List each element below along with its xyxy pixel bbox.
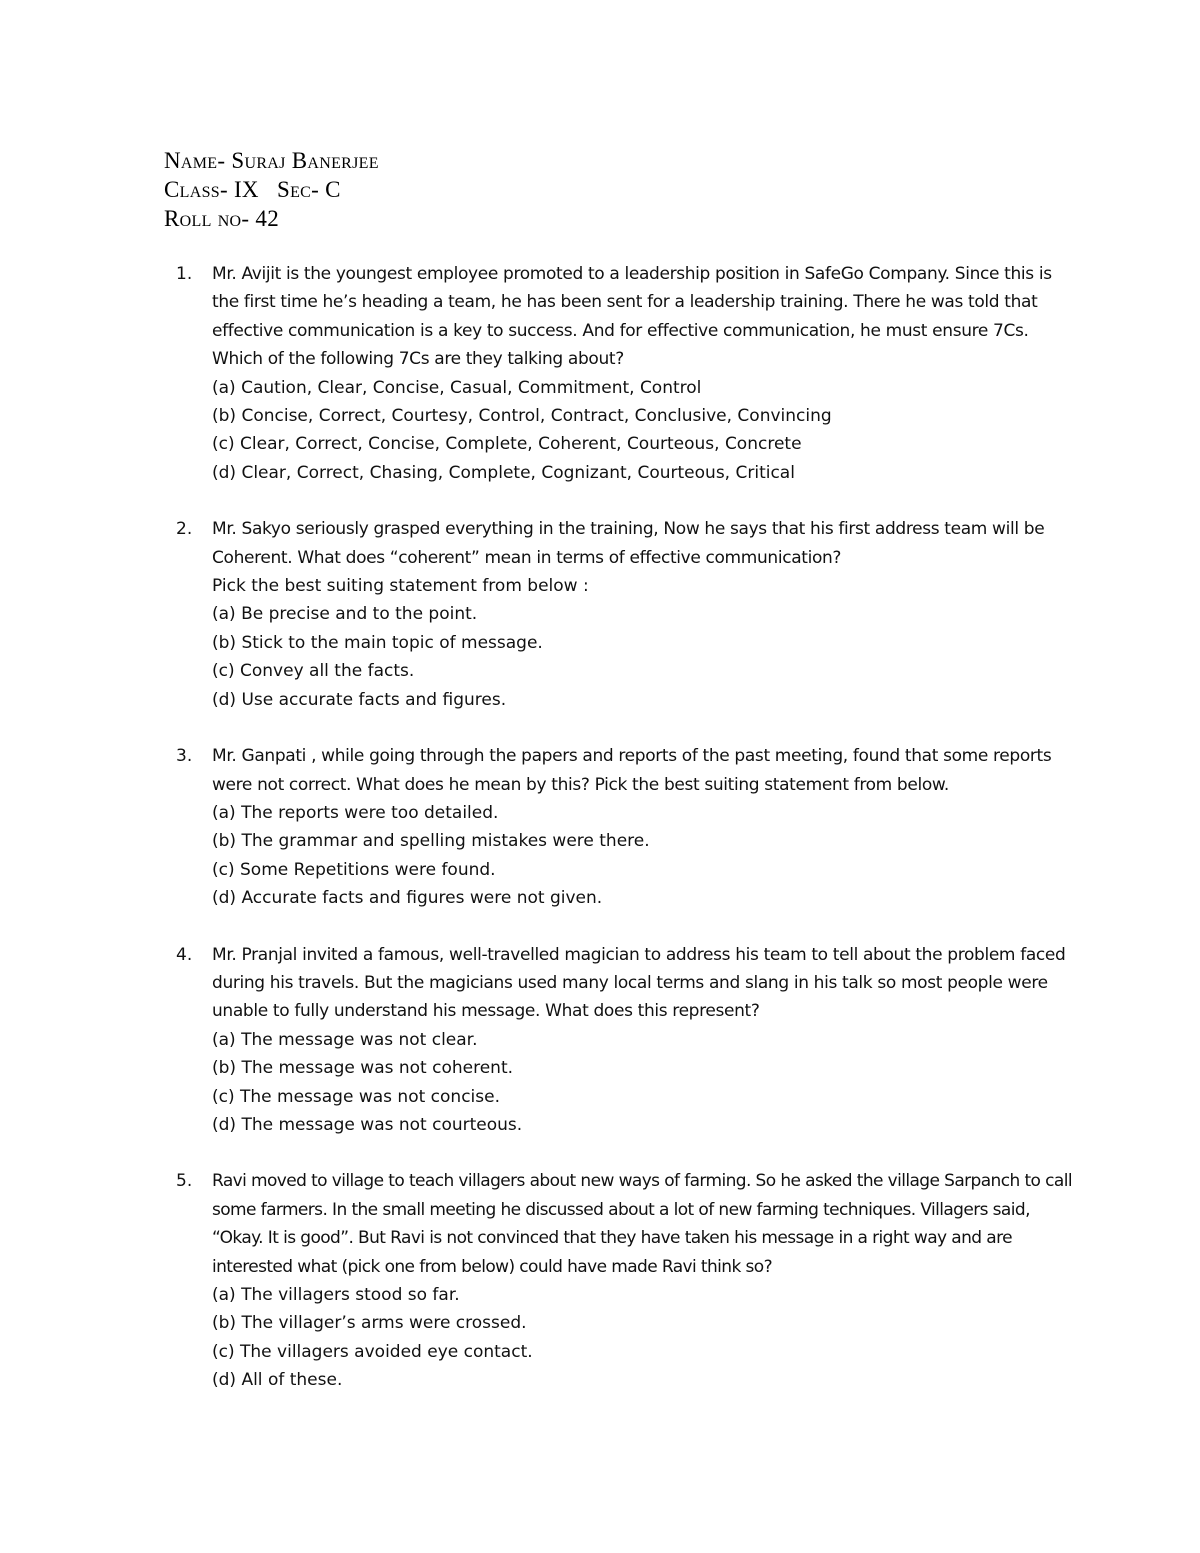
question-body (212, 941, 1077, 1140)
option-b: (b) The message was not coherent. (212, 1058, 514, 1079)
option-c: (c) The villagers avoided eye contact. (212, 1341, 533, 1362)
option-c: (c) Some Repetitions were found. (212, 859, 496, 880)
question-1 (0, 260, 1200, 487)
question-number: 4. (176, 944, 193, 965)
option-c: (c) Clear, Correct, Concise, Complete, Coherent, Courteous, Concrete (212, 434, 802, 455)
question-text: Mr. Avijit is the youngest employee promoted to a leadership position in SafeGo Company. Since this is the first time he’s heading a team, he has been sent for a leadership training. There he was told that effective communication is a key to success. And for effective communication, he must ensure 7Cs. Which of the following 7Cs are they talking about? (212, 264, 1052, 370)
option-d: (d) All of these. (212, 1370, 343, 1391)
option-d: (d) Accurate facts and figures were not given. (212, 888, 603, 909)
question-instruction: Pick the best suiting statement from below : (212, 576, 589, 597)
question-text: Mr. Pranjal invited a famous, well-travelled magician to address his team to tell about the problem faced during his travels. But the magicians used many local terms and slang in his talk so most people were unable to fully understand his message. What does this represent? (212, 944, 1066, 1022)
option-d: (d) The message was not courteous. (212, 1114, 523, 1135)
option-b: (b) The grammar and spelling mistakes were there. (212, 831, 650, 852)
question-number: 2. (176, 519, 193, 540)
question-number: 5. (176, 1171, 193, 1192)
student-name: Name- Suraj Banerjee (164, 148, 379, 173)
question-number: 3. (176, 746, 193, 767)
question-body (212, 515, 1077, 714)
option-a: (a) The message was not clear. (212, 1029, 478, 1050)
question-text: Mr. Sakyo seriously grasped everything in the training, Now he says that his first address team will be Coherent. What does “coherent” mean in terms of effective communication? (212, 519, 1045, 568)
option-b: (b) The villager’s arms were crossed. (212, 1313, 527, 1334)
question-text: Mr. Ganpati , while going through the papers and reports of the past meeting, found that some reports were not correct. What does he mean by this? Pick the best suiting statement from below. (212, 746, 1052, 795)
option-b: (b) Concise, Correct, Courtesy, Control, Contract, Conclusive, Convincing (212, 406, 832, 427)
option-b: (b) Stick to the main topic of message. (212, 632, 543, 653)
option-a: (a) The reports were too detailed. (212, 802, 499, 823)
question-5 (0, 1167, 1200, 1394)
question-4 (0, 941, 1200, 1140)
question-body (212, 260, 1077, 487)
question-list (0, 260, 1200, 1423)
question-3 (0, 742, 1200, 912)
question-2 (0, 515, 1200, 714)
question-text: Ravi moved to village to teach villagers about new ways of farming. So he asked the village Sarpanch to call some farmers. In the small meeting he discussed about a lot of new farming techniques. Villagers said, “Okay. It is good”. But Ravi is not convinced that they have taken his message in a right way and are interested what (pick one from below) could have made Ravi think so? (212, 1171, 1072, 1277)
option-d: (d) Use accurate facts and figures. (212, 689, 507, 710)
option-a: (a) Be precise and to the point. (212, 604, 478, 625)
option-c: (c) Convey all the facts. (212, 661, 415, 682)
option-a: (a) Caution, Clear, Concise, Casual, Commitment, Control (212, 377, 702, 398)
option-c: (c) The message was not concise. (212, 1086, 500, 1107)
student-class-section: Class- IX Sec- C (164, 177, 341, 202)
option-d: (d) Clear, Correct, Chasing, Complete, Cognizant, Courteous, Critical (212, 462, 795, 483)
student-roll-number: Roll no- 42 (164, 206, 280, 231)
option-a: (a) The villagers stood so far. (212, 1285, 460, 1305)
student-header (164, 146, 379, 233)
question-number: 1. (176, 264, 193, 284)
question-body (212, 1167, 1077, 1394)
question-body (212, 742, 1077, 912)
